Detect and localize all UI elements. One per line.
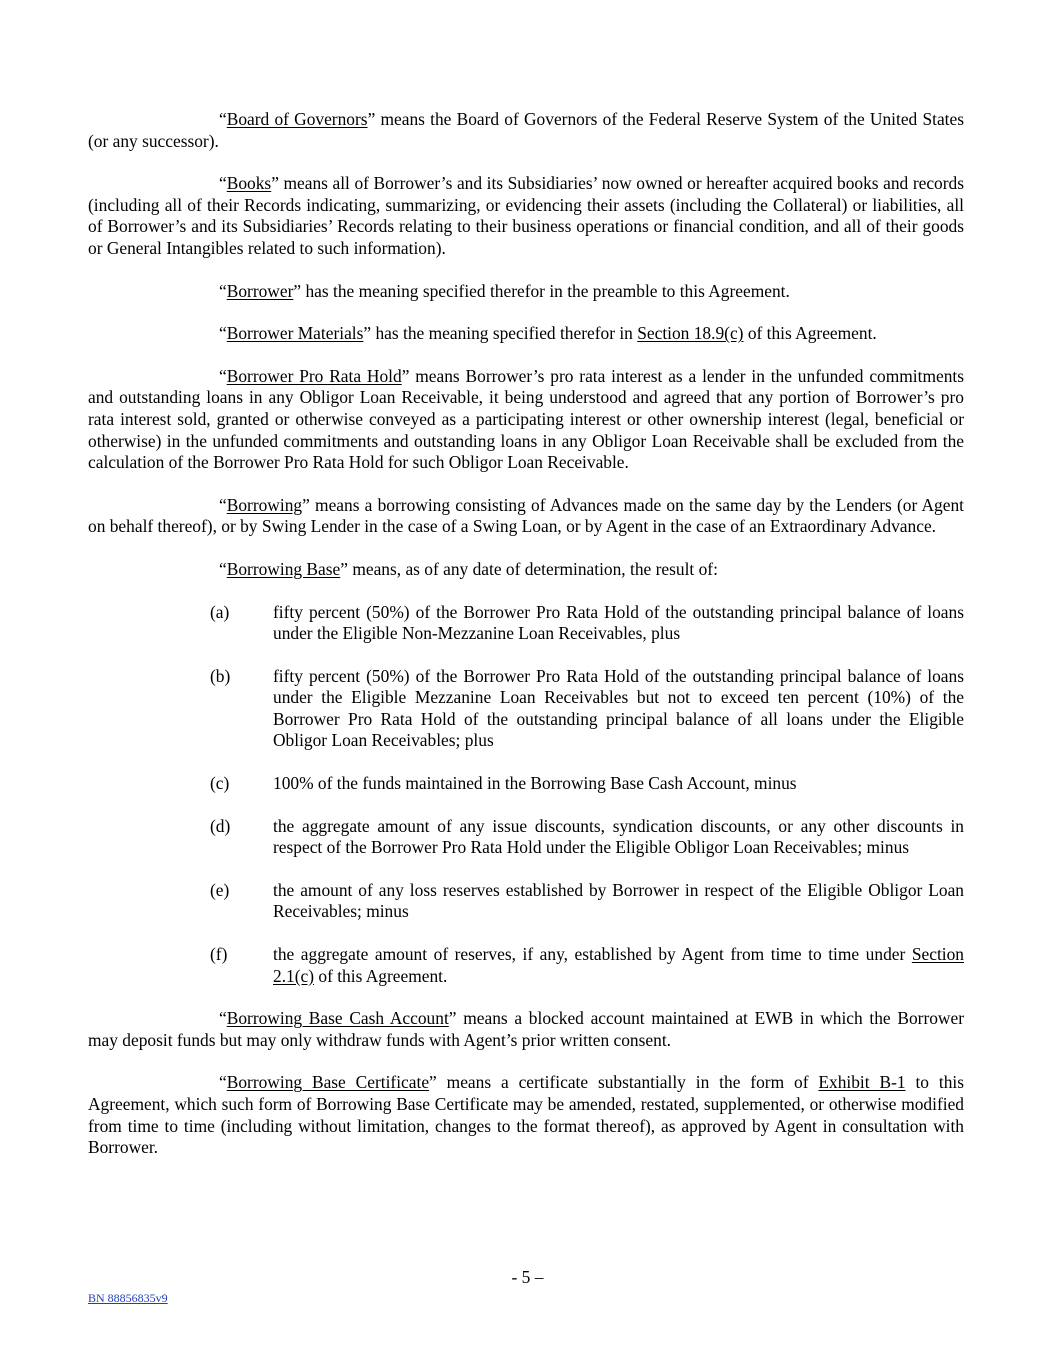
defined-term: Borrowing Base [226,558,341,579]
definition-borrowing-base-cash-account: “Borrowing Base Cash Account” means a blocked account maintained at EWB in which the Borrower may deposit funds but may only withdraw funds with Agent’s prior written consent. [88,1008,965,1050]
definition-borrowing-base-certificate: “Borrowing Base Certificate” means a certificate substantially in the form of Exhibit B-1 to this Agreement, which such form of Borrowing Base Certificate may be amended, restated, supplemented, or otherwise modified from time to time (including without limitation, changes to the format thereof), as approved by Agent in consultation with Borrower. [88,1072,964,1158]
definition-borrower: “Borrower” has the meaning specified therefor in the preamble to this Agreement. [219,280,790,301]
list-item-c [88,773,964,795]
list-item-text: 100% of the funds maintained in the Borrowing Base Cash Account, minus [273,773,797,794]
exhibit-reference: Exhibit B-1 [818,1072,906,1093]
list-item-b [88,666,964,752]
list-item-text: of this Agreement. [314,965,448,986]
definition-text: means Borrower’s pro rata interest as a lender in the unfunded commitments and outstanding loans in any Obligor Loan Receivable, it being understood and agreed that any portion of Borrower’s pro rata interest sold, granted or otherwise conveyed as a participating interest or other ownership interest (legal, beneficial or otherwise) in the unfunded commitments and outstanding loans in any Obligor Loan Receivable shall be excluded from the calculation of the Borrower Pro Rata Hold for such Obligor Loan Receivable. [88,365,964,473]
definition-text: has the meaning specified therefor in [371,323,638,344]
list-item-text: the aggregate amount of any issue discounts, syndication discounts, or any other discounts in respect of the Borrower Pro Rata Hold under the Eligible Obligor Loan Receivables; minus [273,815,964,858]
list-item-f [88,944,964,987]
list-item-text: the amount of any loss reserves established by Borrower in respect of the Eligible Obligor Loan Receivables; minus [273,879,964,922]
defined-term: Borrowing [226,494,303,515]
definition-board-of-governors: “Board of Governors” means the Board of Governors of the Federal Reserve System of the United States (or any successor). [88,109,964,151]
list-item-label: (e) [210,879,230,900]
definition-text: has the meaning specified therefor in the preamble to this Agreement. [301,280,790,301]
document-page [88,109,964,1180]
list-item-e [88,880,964,923]
defined-term: Books [226,173,272,194]
definition-text: means a borrowing consisting of Advances made on the same day by the Lenders (or Agent on behalf thereof), or by Swing Lender in the case of a Swing Loan, or by Agent in the case of an Extraordinary Advance. [88,494,964,537]
list-item-label: (b) [210,665,231,686]
section-reference: Section 18.9(c) [637,323,744,344]
defined-term: Board of Governors [226,109,368,129]
list-item-d [88,816,964,859]
definition-borrower-pro-rata-hold: “Borrower Pro Rata Hold” means Borrower’s pro rata interest as a lender in the unfunded commitments and outstanding loans in any Obligor Loan Receivable, it being understood and agreed that any portion of Borrower’s pro rata interest sold, granted or otherwise conveyed as a participating interest or other ownership interest (legal, beneficial or otherwise) in the unfunded commitments and outstanding loans in any Obligor Loan Receivable shall be excluded from the calculation of the Borrower Pro Rata Hold for such Obligor Loan Receivable. [88,365,964,473]
list-item-label: (d) [210,815,231,836]
definition-text: means a certificate substantially in the form of [436,1072,819,1093]
defined-term: Borrower [226,280,294,301]
definition-borrower-materials: “Borrower Materials” has the meaning specified therefor in Section 18.9(c) of this Agreement. [219,323,877,344]
definition-text: to this Agreement, which such form of Borrowing Base Certificate may be amended, restated, supplemented, or otherwise modified from time to time (including without limitation, changes to the format thereof), as approved by Agent in consultation with Borrower. [88,1072,964,1158]
defined-term: Borrowing Base Certificate [226,1072,430,1093]
definition-text: means a blocked account maintained at EWB in which the Borrower may deposit funds but may only withdraw funds with Agent’s prior written consent. [88,1008,965,1050]
definition-books: “Books” means all of Borrower’s and its Subsidiaries’ now owned or hereafter acquired books and records (including all of their Records indicating, summarizing, or evidencing their assets (including the Collateral) or liabilities, all of Borrower’s and its Subsidiaries’ Records relating to their business operations or financial condition, and all of their goods or General Intangibles related to such information). [88,173,964,258]
definition-borrowing-base: “Borrowing Base” means, as of any date of determination, the result of: [219,558,718,579]
defined-term: Borrower Pro Rata Hold [226,365,402,386]
list-item-text: fifty percent (50%) of the Borrower Pro Rata Hold of the outstanding principal balance of loans under the Eligible Mezzanine Loan Receivables but not to exceed ten percent (10%) of the Borrower Pro Rata Hold of the outstanding principal balance of all loans under the Eligible Obligor Loan Receivables; plus [273,665,964,751]
list-item-a [88,602,964,645]
list-item-label: (c) [210,773,230,794]
definition-text: means all of Borrower’s and its Subsidiaries’ now owned or hereafter acquired books and records (including all of their Records indicating, summarizing, or evidencing their assets (including the Collateral) or liabilities, all of Borrower’s and its Subsidiaries’ Records relating to their business operations or financial condition, and all of their goods or General Intangibles related to such information). [88,173,964,258]
list-item-text: the aggregate amount of reserves, if any, established by Agent from time to time under [273,944,912,965]
list-item-label: (f) [210,944,228,965]
defined-term: Borrowing Base Cash Account [226,1008,449,1029]
definition-borrowing: “Borrowing” means a borrowing consisting of Advances made on the same day by the Lenders (or Agent on behalf thereof), or by Swing Lender in the case of a Swing Loan, or by Agent in the case of an Extraordinary Advance. [88,494,964,537]
list-item-label: (a) [210,601,230,622]
list-item-text: fifty percent (50%) of the Borrower Pro Rata Hold of the outstanding principal balance of loans under the Eligible Non-Mezzanine Loan Receivables, plus [273,601,964,644]
document-id-link[interactable]: BN 88856835v9 [88,1291,168,1305]
definition-text: means the Board of Governors of the Federal Reserve System of the United States (or any successor). [88,109,964,151]
section-reference: Section 2.1(c) [273,944,964,986]
definition-text: of this Agreement. [743,323,877,344]
page-number: - 5 – [511,1267,544,1287]
definition-text: means, as of any date of determination, the result of: [347,558,718,579]
defined-term: Borrower Materials [226,323,364,344]
